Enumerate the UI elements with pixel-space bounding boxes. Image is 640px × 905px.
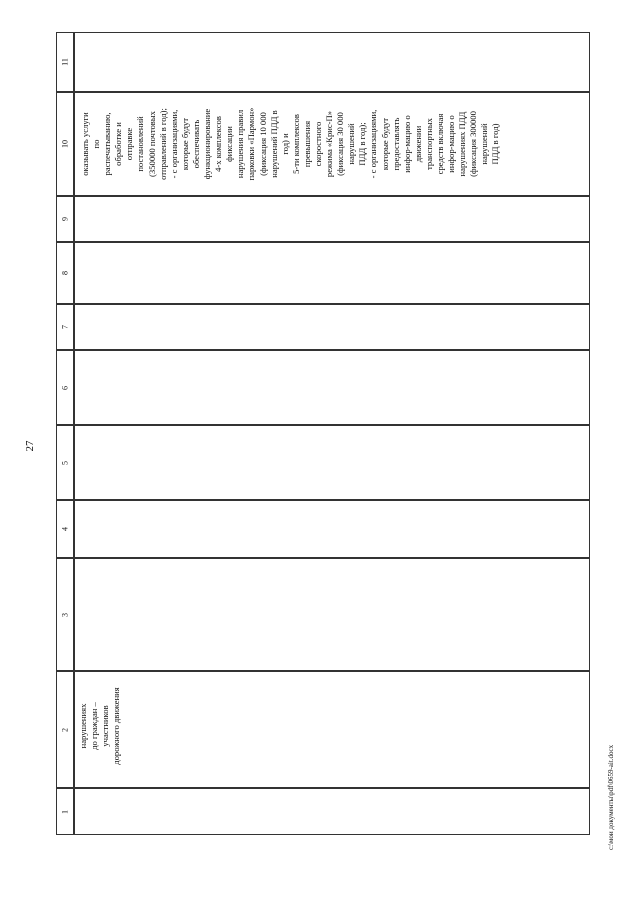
column-number: 11	[60, 58, 70, 66]
column-number: 4	[60, 527, 70, 531]
file-path-footer: c:\мои документы\pdf\0659-ait.docx	[607, 744, 615, 850]
column-header-6	[56, 350, 74, 425]
table-cell-col2	[74, 671, 590, 788]
column-number: 5	[60, 460, 70, 465]
column-number: 1	[60, 809, 70, 814]
column-header-8	[56, 242, 74, 304]
column-number: 9	[60, 217, 70, 221]
column-header-1	[56, 788, 74, 835]
rotated-table	[56, 32, 590, 835]
table-cell-col4	[74, 500, 590, 558]
column-number: 3	[60, 612, 70, 617]
table-cell-col11	[74, 32, 590, 92]
table-cell-col9	[74, 196, 590, 242]
page-number: 27	[24, 440, 36, 452]
column-header-5	[56, 425, 74, 500]
column-2-text: нарушениях до граждан – участников дорожного движения	[78, 687, 122, 765]
table-cell-col6	[74, 350, 590, 425]
column-header-11	[56, 32, 74, 92]
column-header-2	[56, 671, 74, 788]
column-header-9	[56, 196, 74, 242]
column-number: 10	[60, 140, 70, 148]
table-cell-col5	[74, 425, 590, 500]
column-header-7	[56, 304, 74, 350]
column-number: 2	[60, 727, 70, 732]
column-header-10	[56, 92, 74, 196]
table-cell-col1	[74, 788, 590, 835]
table-cell-col3	[74, 558, 590, 671]
table-cell-col7	[74, 304, 590, 350]
column-header-3	[56, 558, 74, 671]
column-header-4	[56, 500, 74, 558]
column-number: 7	[60, 325, 70, 329]
table-cell-col8	[74, 242, 590, 304]
column-10-text: оказывать услуги по распечатыванию, обработке и отправке постановлений (350000 почтовых отправлений в год); - с организациями, которые будут обеспечивать функционирование 4-х комплексов фиксации нарушения правил парковки «Пармон» (фиксация 10 000 нарушений ПДД в год) и 5-ти комплексов превышения скоростного режима «Крис-П» (фиксация 30 000 нарушений ПДД в год); - с организациями, которые будут предоставлять инфор-мацию о движении транспортных средств включая инфор-мацию о нарушениях ПДД (фиксация 300000 нарушений ПДД в год)	[80, 107, 501, 181]
column-number: 6	[60, 385, 70, 390]
column-number: 8	[60, 271, 70, 275]
